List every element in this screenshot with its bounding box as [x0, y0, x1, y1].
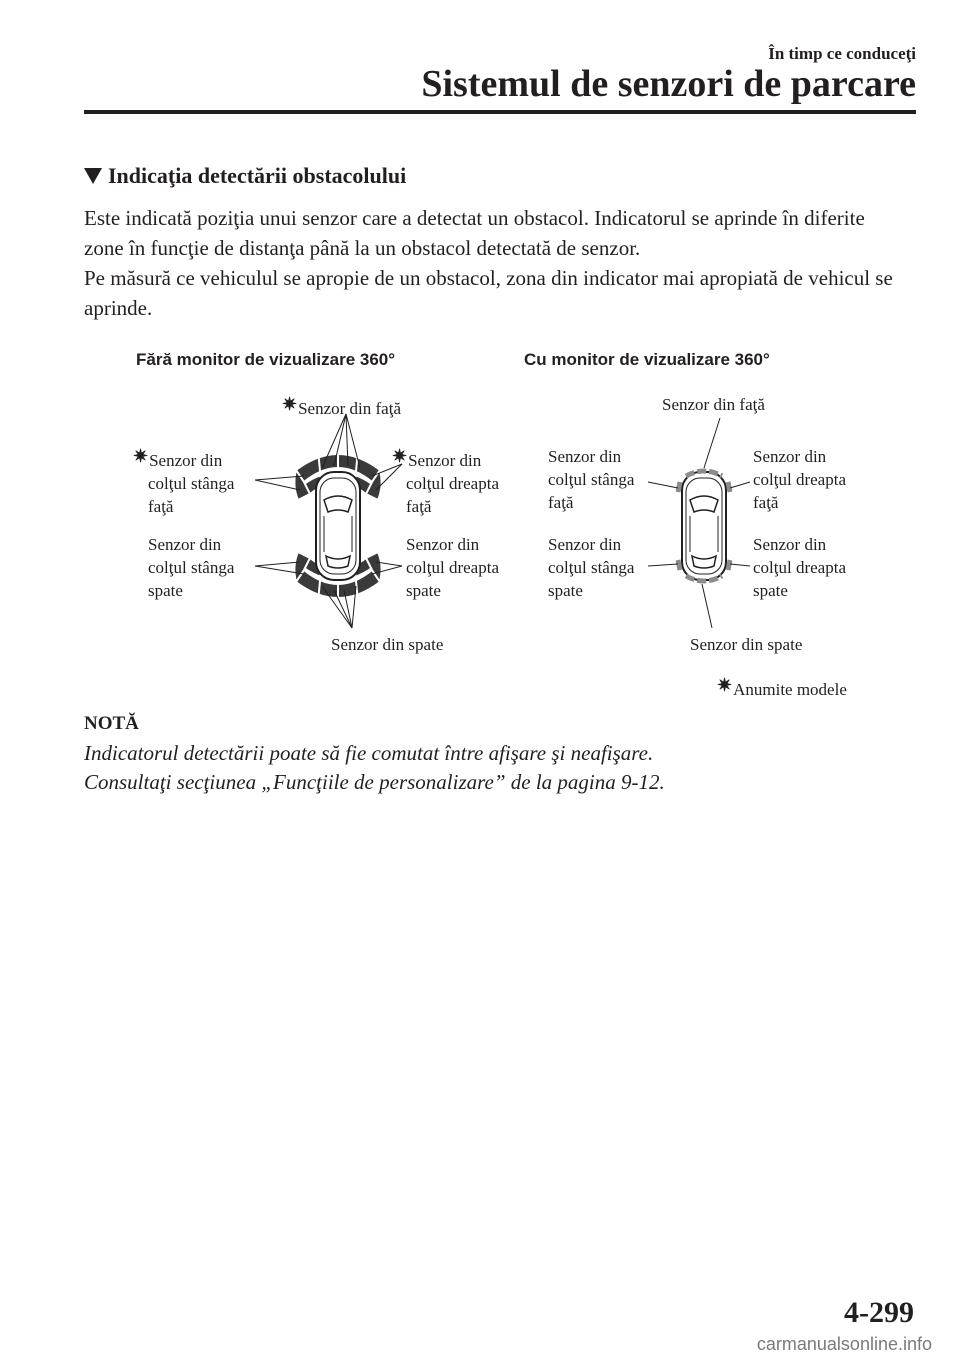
section-title: Indicaţia detectării obstacolului	[108, 163, 407, 188]
left-car-outline	[316, 472, 360, 580]
right-front-left-corner-label: Senzor din colţul stânga faţă	[548, 447, 635, 512]
asterisk-icon: ✷	[717, 675, 733, 695]
left-diagram-caption: Fără monitor de vizualizare 360°	[136, 350, 396, 369]
left-rear-right-corner-label: Senzor din colţul dreapta spate	[406, 535, 499, 600]
right-front-right-corner-label: Senzor din colţul dreapta faţă	[753, 447, 846, 512]
asterisk-icon: ✷	[392, 446, 408, 466]
right-car-outline	[682, 472, 726, 580]
right-rear-right-corner-label: Senzor din colţul dreapta spate	[753, 535, 846, 600]
page-number: 4-299	[844, 1296, 914, 1329]
right-rear-left-corner-label: Senzor din colţul stânga spate	[548, 535, 635, 600]
left-front-sensor-label: ✷Senzor din faţă	[282, 394, 401, 418]
left-rear-left-corner-label: Senzor din colţul stânga spate	[148, 535, 235, 600]
body-paragraph-2: Pe măsură ce vehiculul se apropie de un obstacol, zona din indicator mai apropiată de vehicul se aprinde.	[84, 266, 893, 320]
note-line-2: Consultaţi secţiunea „Funcţiile de personalizare” de la pagina 9-12.	[84, 770, 665, 794]
note-heading: NOTĂ	[84, 713, 139, 734]
footnote: ✷Anumite modele	[717, 675, 847, 699]
asterisk-icon: ✷	[133, 446, 149, 466]
right-diagram-caption: Cu monitor de vizualizare 360°	[524, 350, 770, 369]
left-rear-sensor-label: Senzor din spate	[331, 635, 444, 654]
page-title: Sistemul de senzori de parcare	[421, 63, 916, 105]
left-front-left-corner-label: ✷Senzor din colţul stânga faţă	[133, 446, 235, 516]
chapter-title: În timp ce conduceţi	[768, 44, 916, 63]
asterisk-icon: ✷	[282, 394, 298, 414]
right-front-sensor-label: Senzor din faţă	[662, 395, 765, 414]
note-text	[84, 739, 665, 797]
watermark: carmanualsonline.info	[756, 1334, 932, 1354]
body-paragraph-1: Este indicată poziţia unui senzor care a detectat un obstacol. Indicatorul se aprinde în diferite zone în funcţie de distanţa până la un obstacol detectată de senzor.	[84, 206, 865, 260]
left-front-right-corner-label: ✷Senzor din colţul dreapta faţă	[392, 446, 499, 516]
right-rear-sensor-label: Senzor din spate	[690, 635, 803, 654]
note-line-1: Indicatorul detectării poate să fie comutat între afişare şi neafişare.	[84, 741, 654, 765]
